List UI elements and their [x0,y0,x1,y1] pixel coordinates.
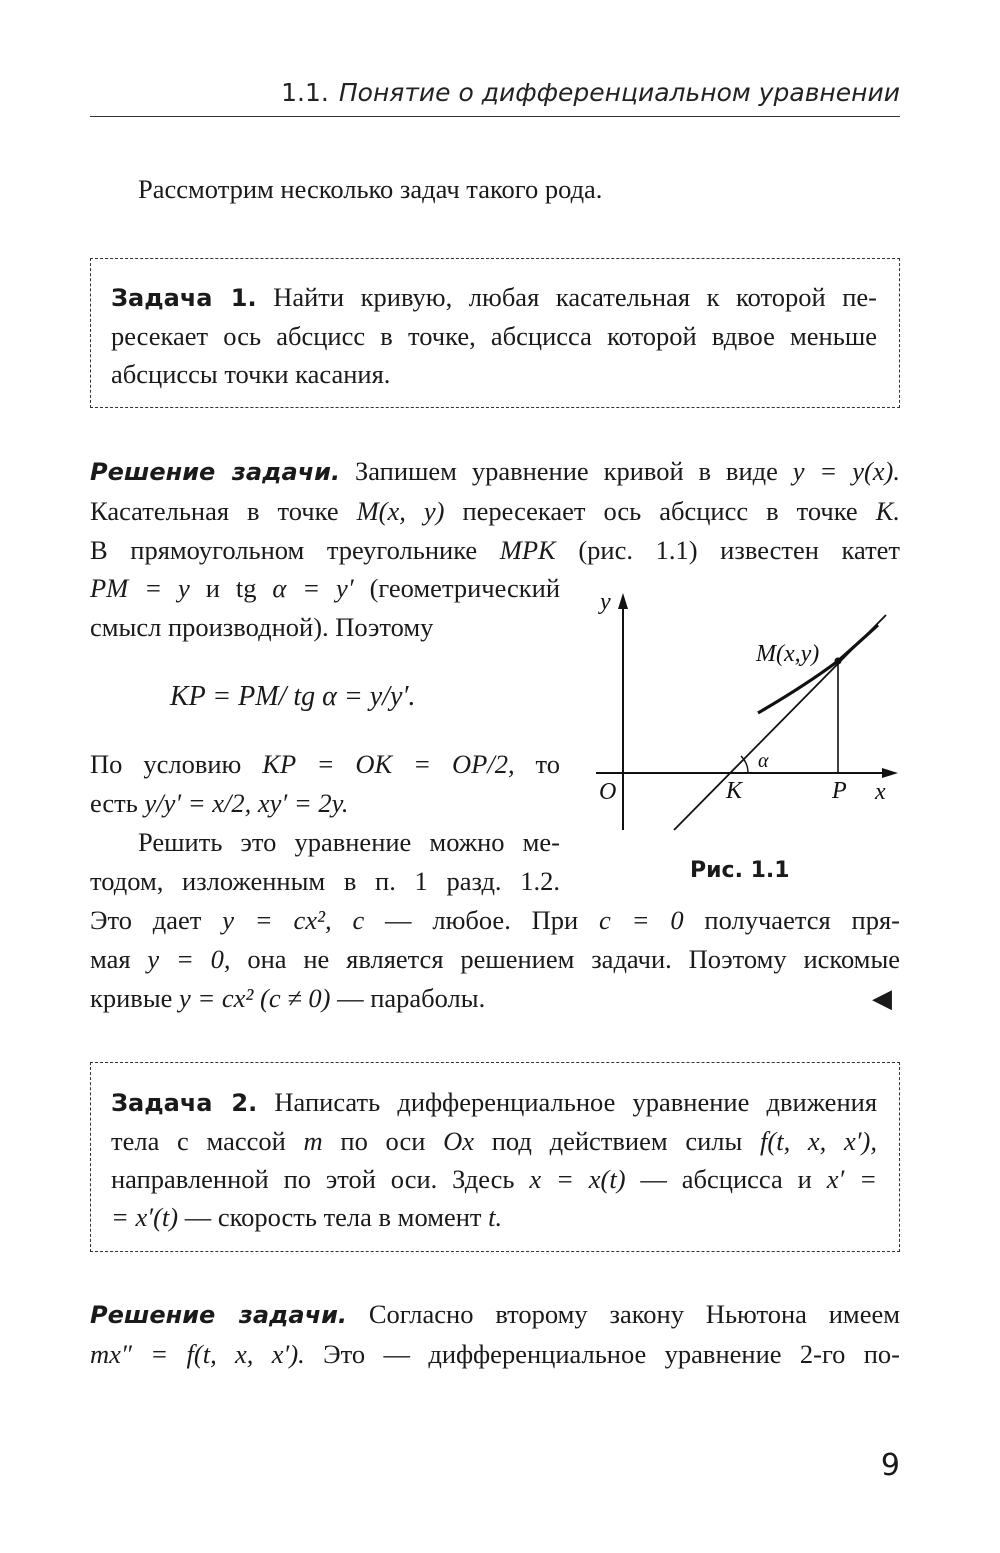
solution-2 [90,1295,900,1374]
task-2-line: Задача 2. Написать дифференциальное уравнение движения [111,1087,878,1117]
task-2-box [90,1062,900,1252]
solution-1-column-4 [90,862,560,901]
label-o: O [599,779,617,805]
solution-1-line: есть y/y′ = x/2, xy′ = 2y. [90,788,349,818]
task-1-box [90,258,900,408]
task-1-line: Задача 1. Найти кривую, любая касательная к которой пе- [111,282,878,312]
solution-1-line: В прямоугольном треугольнике MPK (рис. 1.1) известен катет [90,535,900,565]
running-head [281,78,900,107]
solution-1-line: тодом, изложенным в п. 1 разд. 1.2. [90,866,560,896]
solution-1-column-2 [90,745,560,823]
solution-1-line: смысл производной). Поэтому [90,612,434,642]
solution-1-line: Это дает y = cx², c — любое. При c = 0 получается пря- [90,905,900,935]
solution-1-column [90,569,560,647]
section-title: Понятие о дифференциальном уравнении [338,78,900,107]
formula-kp: KP = PM/ tg α = y/y′. [170,681,416,712]
curve [758,625,878,713]
label-p: P [832,778,847,804]
solution-1-label: Решение задачи. [90,458,341,486]
x-axis-arrow [882,768,898,778]
label-k: K [726,778,743,804]
solution-1-top [90,452,900,570]
task-1-line: абсциссы точки касания. [111,359,391,389]
label-m: M(x,y) [756,641,820,667]
task-2-line: тела с массой m по оси Ox под действием силы f(t, x, x′), [111,1126,878,1156]
task-1-label: Задача 1. [111,284,257,312]
solution-1-line: кривые y = cx² (c ≠ 0) — параболы. [90,983,486,1013]
solution-2-label: Решение задачи. [90,1301,348,1329]
task-2-line: = x′(t) — скорость тела в момент t. [111,1202,503,1232]
point-m [835,658,842,665]
solution-1-line: PM = y и tg α = y′ (геометрический [90,573,561,603]
figure-1-1 [586,585,906,855]
solution-1-line: Касательная в точке M(x, y) пересекает ось абсцисс в точке K. [90,496,900,526]
solution-2-line: Решение задачи. Согласно второму закону Ньютона имеем [90,1299,900,1329]
y-axis-arrow [618,593,628,609]
solution-1-line: Решить это уравнение можно ме- [138,827,560,857]
label-alpha: α [758,750,769,772]
intro-paragraph: Рассмотрим несколько задач такого рода. [138,174,603,204]
task-2-label: Задача 2. [111,1089,258,1117]
solution-1-line: мая y = 0, она не является решением задачи. Поэтому искомые [90,944,901,974]
solution-1-line: Решение задачи. Запишем уравнение кривой в виде y = y(x). [90,456,900,486]
solution-2-line: mx″ = f(t, x, x′). Это — дифференциальное уравнение 2-го по- [90,1339,901,1369]
label-x: x [875,779,886,805]
figure-caption: Рис. 1.1 [690,858,790,883]
end-of-solution-mark: ◀ [872,984,892,1014]
task-1-line: ресекает ось абсцисс в точке, абсцисса которой вдвое меньше [111,321,877,351]
solution-1-bottom [90,901,900,1018]
section-number: 1.1. [281,78,329,107]
task-2-line: направленной по этой оси. Здесь x = x(t) — абсцисса и x′ = [111,1164,878,1194]
solution-1-line: По условию KP = OK = OP/2, то [90,749,561,779]
page-number: 9 [880,1448,900,1483]
solution-1-column-3 [138,823,560,862]
header-rule [90,116,900,117]
label-y: y [600,589,611,615]
